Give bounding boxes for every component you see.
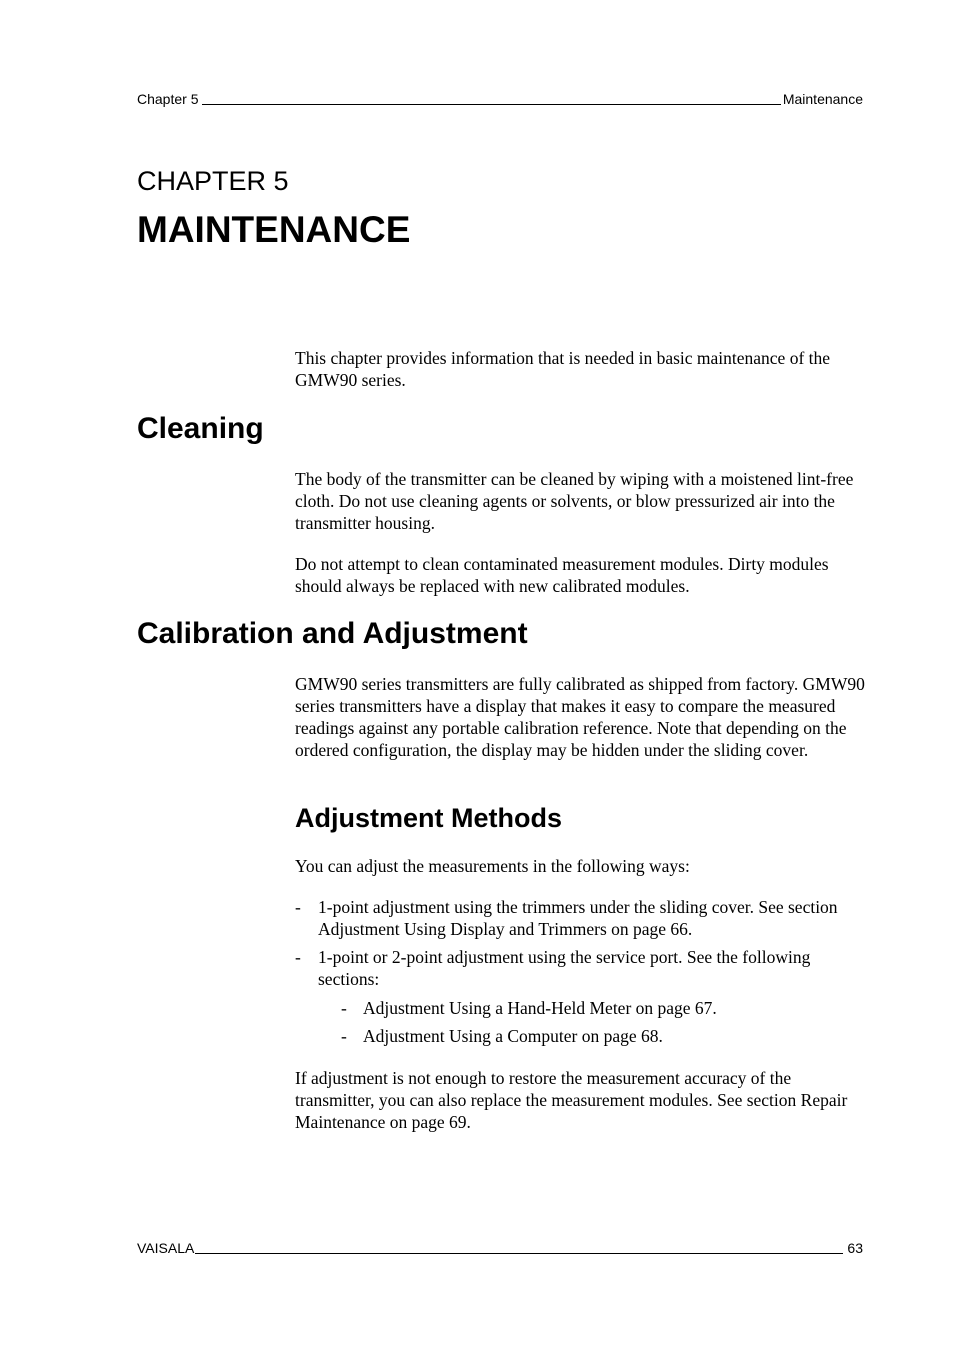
sub-list-item-text: Adjustment Using a Hand-Held Meter on page 67. [363,998,717,1018]
header-rule [202,104,780,105]
footer-rule [195,1253,843,1254]
adjustment-heading: Adjustment Methods [295,803,562,833]
list-dash: - [295,947,301,967]
footer-company: VAISALA [137,1240,195,1256]
chapter-title: MAINTENANCE [137,209,411,250]
adjustment-closing: If adjustment is not enough to restore the measurement accuracy of the transmitter, you can also replace the measurement modules. See section Repair Maintenance on page 69. [295,1068,848,1132]
sub-list-item [341,997,861,1019]
list-dash: - [295,897,301,917]
list-dash: - [341,998,347,1018]
page-number: 63 [847,1240,863,1256]
header-chapter: Chapter 5 [137,91,199,107]
cleaning-paragraph-2: Do not attempt to clean contaminated measurement modules. Dirty modules should always be replaced with new calibrated modules. [295,554,829,596]
calibration-paragraph: GMW90 series transmitters are fully calibrated as shipped from factory. GMW90 series transmitters have a display that makes it easy to compare the measured readings against any portable calibration reference. Note that depending on the ordered configuration, the display may be hidden under the sliding cover. [295,674,865,760]
sub-list-item-text: Adjustment Using a Computer on page 68. [363,1026,663,1046]
cleaning-heading: Cleaning [137,412,264,445]
cleaning-paragraph-1: The body of the transmitter can be cleaned by wiping with a moistened lint-free cloth. Do not use cleaning agents or solvents, or blow pressurized air into the transmitter housing. [295,469,854,533]
running-footer [137,1239,863,1257]
list-item [295,896,865,940]
list-item-text: 1-point adjustment using the trimmers under the sliding cover. See section Adjustment Using Display and Trimmers on page 66. [318,897,838,939]
list-dash: - [341,1026,347,1046]
calibration-heading: Calibration and Adjustment [137,617,528,650]
intro-paragraph: This chapter provides information that is needed in basic maintenance of the GMW90 series. [295,348,831,390]
adjustment-intro: You can adjust the measurements in the following ways: [295,856,690,876]
list-item-text: 1-point or 2-point adjustment using the service port. See the following sections: [318,947,811,989]
chapter-label: CHAPTER 5 [137,166,289,196]
running-header [137,90,863,108]
list-item [295,946,865,990]
sub-list-item [341,1025,861,1047]
header-section: Maintenance [782,91,863,107]
